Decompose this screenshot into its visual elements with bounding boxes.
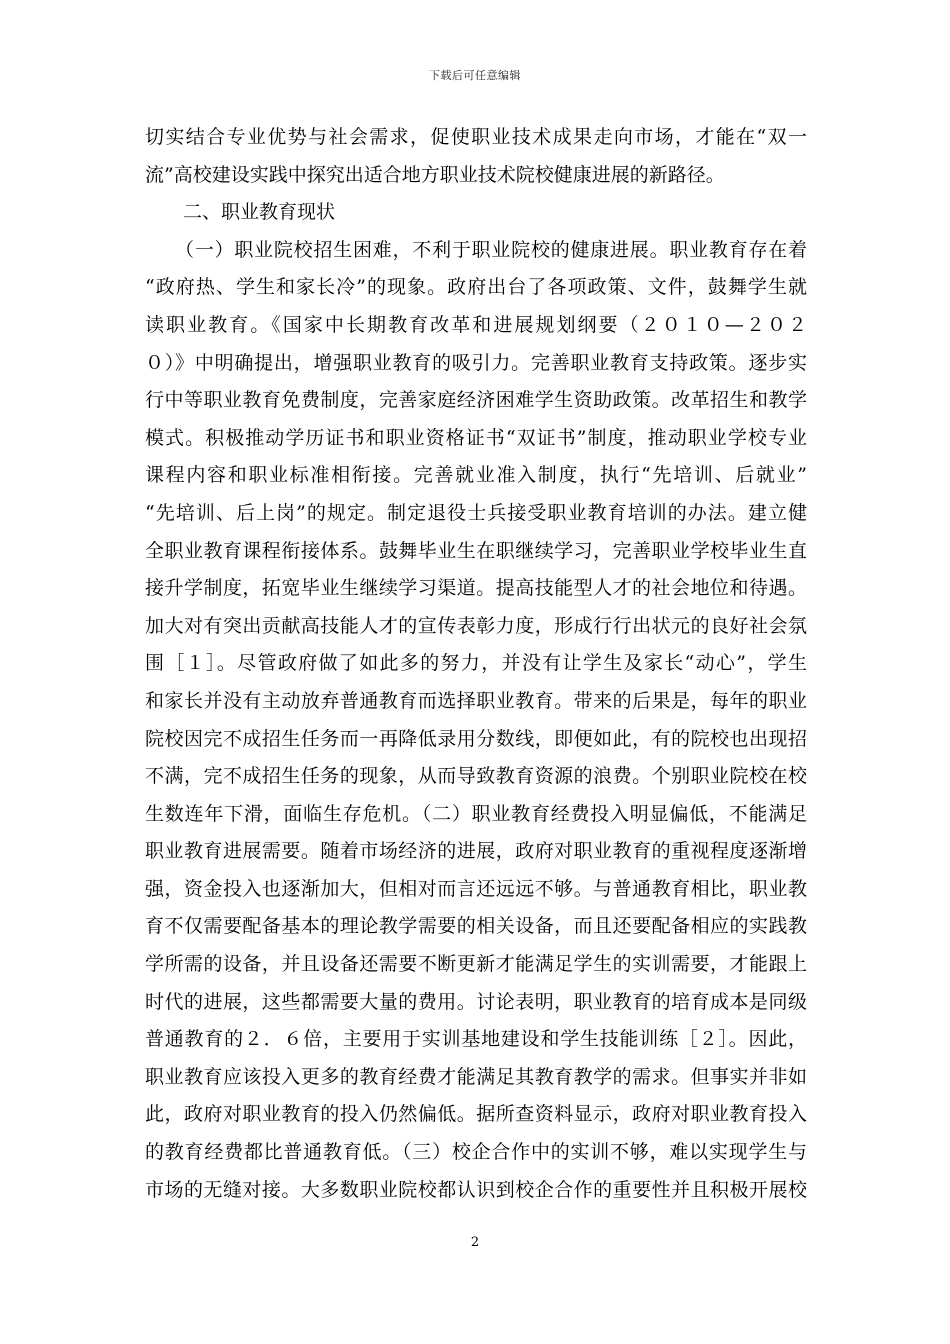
text-line: 行中等职业教育免费制度，完善家庭经济困难学生资助政策。改革招生和教学 (145, 389, 807, 412)
text-line: 育不仅需要配备基本的理论教学需要的相关设备，而且还要配备相应的实践教 (145, 915, 807, 938)
text-line: 读职业教育。《国家中长期教育改革和进展规划纲要（２０１０—２０２ (145, 313, 807, 336)
text-line: 院校因完不成招生任务而一再降低录用分数线，即便如此，有的院校也出现招 (145, 727, 807, 750)
text-line: 二、职业教育现状 (145, 201, 336, 224)
page-number: 2 (470, 1235, 480, 1250)
text-line: 职业教育进展需要。随着市场经济的进展，政府对职业教育的重视程度逐渐增 (145, 840, 807, 863)
text-line: （一）职业院校招生困难，不利于职业院校的健康进展。职业教育存在着 (145, 238, 807, 261)
text-line: 围［１］。尽管政府做了如此多的努力，并没有让学生及家长“动心”，学生 (145, 652, 807, 675)
text-line: 模式。积极推动学历证书和职业资格证书“双证书”制度，推动职业学校专业 (145, 426, 807, 449)
text-line: 全职业教育课程衔接体系。鼓舞毕业生在职继续学习，完善职业学校毕业生直 (145, 539, 807, 562)
text-line: 生数连年下滑，面临生存危机。（二）职业教育经费投入明显偏低，不能满足 (145, 802, 807, 825)
text-line: “先培训、后上岗”的规定。制定退役士兵接受职业教育培训的办法。建立健 (145, 501, 807, 524)
text-line: 职业教育应该投入更多的教育经费才能满足其教育教学的需求。但事实并非如 (145, 1065, 807, 1088)
text-line: ０）》中明确提出，增强职业教育的吸引力。完善职业教育支持政策。逐步实 (145, 351, 807, 374)
text-line: 学所需的设备，并且设备还需要不断更新才能满足学生的实训需要，才能跟上 (145, 953, 807, 976)
text-line: 市场的无缝对接。大多数职业院校都认识到校企合作的重要性并且积极开展校 (145, 1178, 807, 1201)
text-line: 和家长并没有主动放弃普通教育而选择职业教育。带来的后果是，每年的职业 (145, 689, 807, 712)
text-line: “政府热、学生和家长冷”的现象。政府出台了各项政策、文件，鼓舞学生就 (145, 276, 807, 299)
text-line: 时代的进展，这些都需要大量的费用。讨论表明，职业教育的培育成本是同级 (145, 990, 807, 1013)
text-line: 课程内容和职业标准相衔接。完善就业准入制度，执行“先培训、后就业” (145, 464, 807, 487)
text-line: 加大对有突出贡献高技能人才的宣传表彰力度，形成行行出状元的良好社会氛 (145, 614, 807, 637)
text-line: 不满，完不成招生任务的现象，从而导致教育资源的浪费。个别职业院校在校 (145, 765, 807, 788)
text-line: 接升学制度，拓宽毕业生继续学习渠道。提高技能型人才的社会地位和待遇。 (145, 577, 807, 600)
text-line: 强，资金投入也逐渐加大，但相对而言还远远不够。与普通教育相比，职业教 (145, 877, 807, 900)
text-line: 此，政府对职业教育的投入仍然偏低。据所查资料显示，政府对职业教育投入 (145, 1103, 807, 1126)
text-line: 流”高校建设实践中探究出适合地方职业技术院校健康进展的新路径。 (145, 163, 725, 186)
text-line: 切实结合专业优势与社会需求，促使职业技术成果走向市场，才能在“双一 (145, 126, 807, 148)
body-text (145, 119, 807, 1209)
text-line: 的教育经费都比普通教育低。（三）校企合作中的实训不够，难以实现学生与 (145, 1141, 807, 1164)
text-line: 普通教育的２．６倍，主要用于实训基地建设和学生技能训练［２］。因此， (145, 1028, 807, 1051)
page-header: 下载后可任意编辑 (429, 69, 521, 82)
